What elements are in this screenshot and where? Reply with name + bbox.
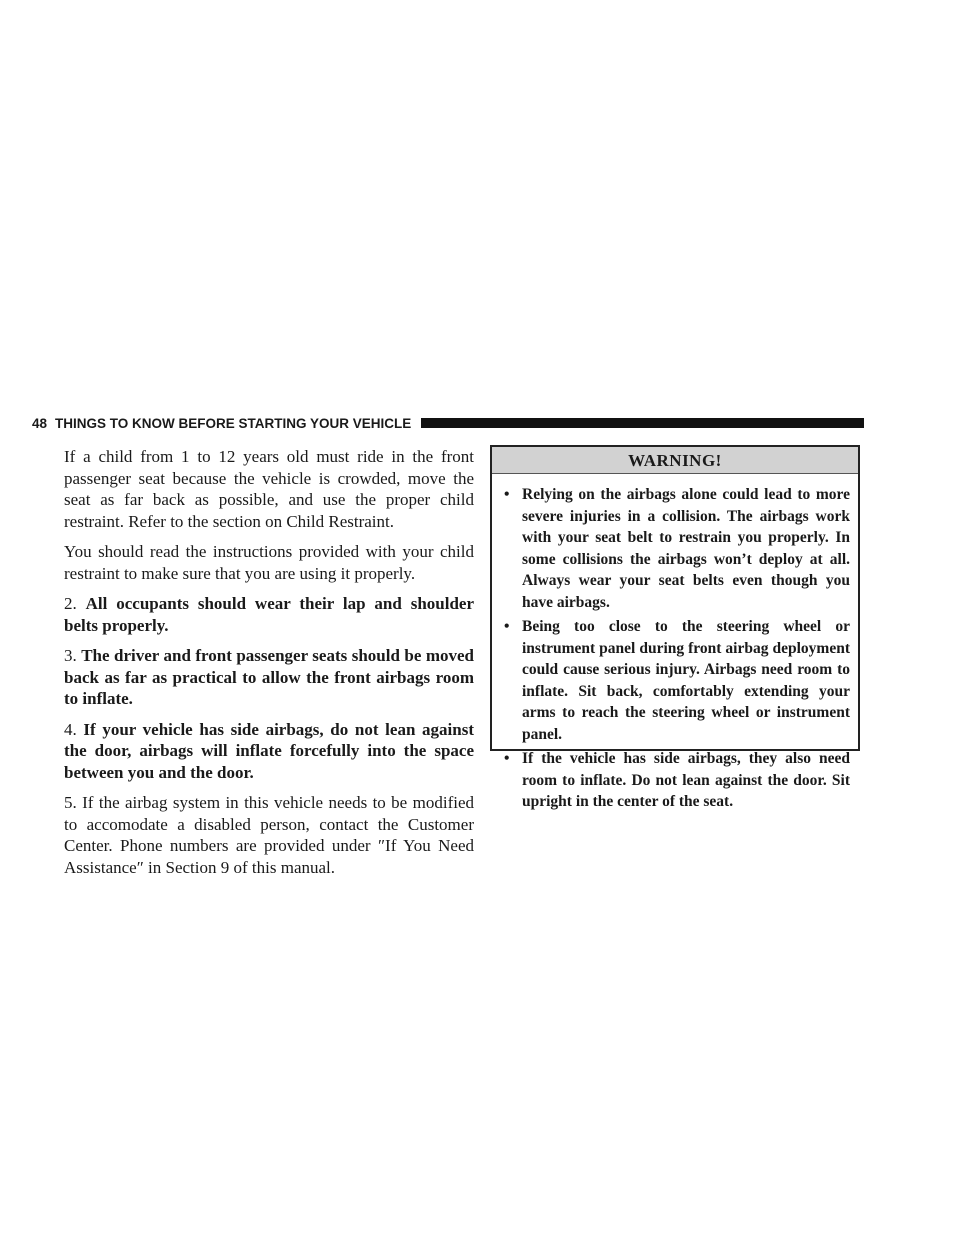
paragraph-child-front-seat: If a child from 1 to 12 years old must ride in the front passenger seat because the vehicle is crowded, move the seat as far back as possible, and use the proper child restraint. Refer to the section on Child Restraint. xyxy=(64,447,474,531)
warning-item xyxy=(504,484,850,613)
warning-item xyxy=(504,616,850,745)
list-number: 3. xyxy=(64,646,82,665)
bullet-icon: • xyxy=(504,618,510,635)
warning-box xyxy=(490,445,860,810)
page-header xyxy=(32,413,864,433)
warning-item xyxy=(504,748,850,813)
warning-list xyxy=(492,474,858,813)
bullet-icon: • xyxy=(504,486,510,503)
warning-item-text: If the vehicle has side airbags, they also need room to inflate. Do not lean against the door. Sit upright in the center of the seat. xyxy=(522,750,850,810)
list-item-text: The driver and front passenger seats should be moved back as far as practical to allow the front airbags room to inflate. xyxy=(64,646,474,708)
list-number: 4. xyxy=(64,719,84,739)
left-column xyxy=(64,446,474,887)
bullet-icon: • xyxy=(504,750,510,767)
list-item-3 xyxy=(64,645,474,710)
list-item-4 xyxy=(64,719,474,784)
warning-item-text: Being too close to the steering wheel or instrument panel during front airbag deployment could cause serious injury. Airbags need room to inflate. Sit back, comfortably extending your arms to reach the steering wheel or instrument panel. xyxy=(522,618,850,743)
list-item-text: If your vehicle has side airbags, do not lean against the door, airbags will inflate forcefully into the space between you and the door. xyxy=(64,719,474,782)
list-item-text: All occupants should wear their lap and shoulder belts properly. xyxy=(64,594,474,635)
header-rule xyxy=(421,418,864,428)
list-item-5: 5. If the airbag system in this vehicle needs to be modified to accomodate a disabled person, contact the Customer Center. Phone numbers are provided under ″If You Need Assistance″ in Section 9 of this manual. xyxy=(64,793,474,877)
warning-item-text: Relying on the airbags alone could lead to more severe injuries in a collision. The airbags work with your seat belt to restrain you properly. In some collisions the airbags won’t deploy at all. Always wear your seat belts even though you have airbags. xyxy=(522,486,850,611)
warning-title: WARNING! xyxy=(492,447,858,474)
section-title: THINGS TO KNOW BEFORE STARTING YOUR VEHICLE xyxy=(55,415,412,431)
page-number: 48 xyxy=(32,415,48,431)
paragraph-read-instructions: You should read the instructions provided with your child restraint to make sure that you are using it properly. xyxy=(64,542,474,583)
list-item-2 xyxy=(64,593,474,636)
list-number: 2. xyxy=(64,594,86,613)
